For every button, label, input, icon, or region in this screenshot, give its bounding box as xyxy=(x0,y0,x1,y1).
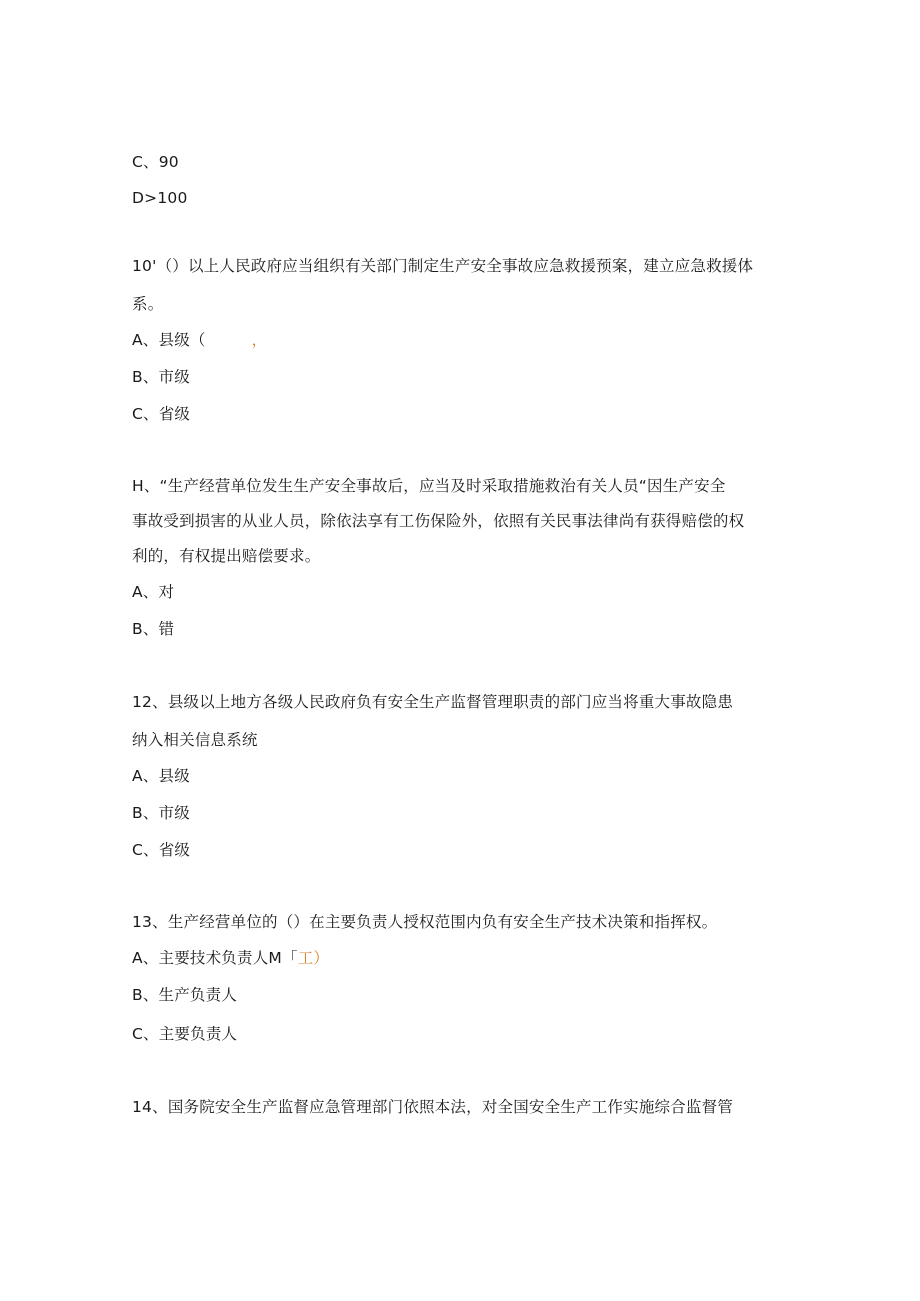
q12-option-b: B、市级 xyxy=(132,804,190,822)
q13-option-a-text: A、主要技术负责人M「 xyxy=(132,949,298,967)
q11-option-b: B、错 xyxy=(132,620,175,638)
q13-option-c: C、主要负责人 xyxy=(132,1025,238,1043)
q9-option-c: C、90 xyxy=(132,153,179,171)
q10-option-a-text: A、县级（ xyxy=(132,331,206,349)
q13-option-b: B、生产负责人 xyxy=(132,986,238,1004)
q10-option-c: C、省级 xyxy=(132,405,191,423)
q10-stem-line-1: 10'（）以上人民政府应当组织有关部门制定生产安全事故应急救援预案，建立应急救援体 xyxy=(132,257,754,275)
q11-stem-line-1: H、“生产经营单位发生生产安全事故后，应当及时采取措施救治有关人员“因生产安全 xyxy=(132,477,726,495)
q13-option-a xyxy=(132,948,329,968)
q11-stem-line-3: 利的，有权提出赔偿要求。 xyxy=(132,547,321,565)
q10-option-a xyxy=(132,330,267,350)
q13-option-a-mark: 工） xyxy=(297,949,330,967)
q12-stem-line-2: 纳入相关信息系统 xyxy=(132,731,258,749)
q14-stem-line-1: 14、国务院安全生产监督应急管理部门依照本法，对全国安全生产工作实施综合监督管 xyxy=(132,1098,734,1116)
q12-option-a: A、县级 xyxy=(132,767,190,785)
q12-option-c: C、省级 xyxy=(132,841,191,859)
q11-stem-line-2: 事故受到损害的从业人员，除依法享有工伤保险外，依照有关民事法律尚有获得赔偿的权 xyxy=(132,512,745,530)
q11-option-a: A、对 xyxy=(132,583,175,601)
q10-option-b: B、市级 xyxy=(132,368,190,386)
q10-stem-line-2: 系。 xyxy=(132,295,164,313)
q9-option-d: D>100 xyxy=(132,189,188,207)
q13-stem-line-1: 13、生产经营单位的（）在主要负责人授权范围内负有安全生产技术决策和指挥权。 xyxy=(132,913,718,931)
q12-stem-line-1: 12、县级以上地方各级人民政府负有安全生产监督管理职责的部门应当将重大事故隐患 xyxy=(132,693,734,711)
q10-option-a-mark: ， xyxy=(251,331,268,349)
